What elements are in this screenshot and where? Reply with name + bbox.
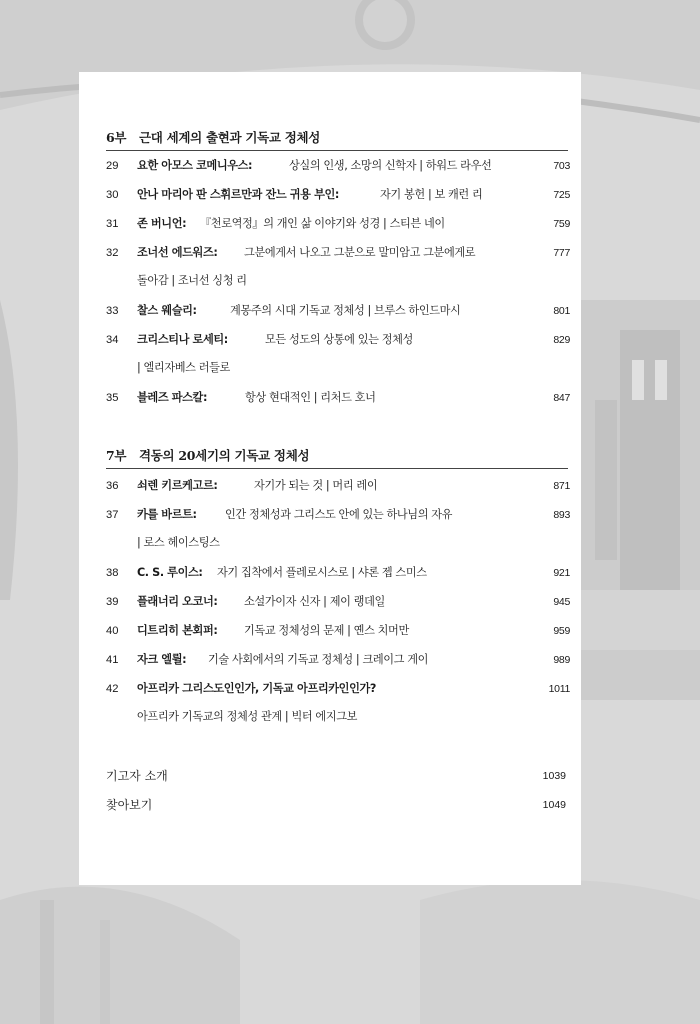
chapter-page: 777	[553, 247, 570, 259]
chapter-subtitle-continued: | 로스 헤이스팅스	[137, 536, 220, 549]
chapter-page: 1011	[548, 683, 570, 695]
chapter-subtitle: 자기 봉헌 | 보 캐런 리	[380, 188, 483, 201]
backmatter-index	[106, 797, 566, 813]
backmatter-contributors	[106, 768, 566, 784]
chapter-number: 39	[106, 596, 119, 608]
part-7-number: 7부	[106, 448, 127, 463]
chapter-page: 945	[553, 596, 570, 608]
backmatter-page: 1049	[542, 799, 566, 811]
part-7-heading	[106, 446, 568, 469]
chapter-page: 829	[553, 334, 570, 346]
chapter-page: 959	[553, 625, 570, 637]
chapter-subject: C. S. 루이스:	[137, 566, 203, 579]
chapter-number: 34	[106, 334, 119, 346]
chapter-subtitle: 상실의 인생, 소망의 신학자 | 하워드 라우선	[289, 159, 492, 172]
backmatter-label: 기고자 소개	[106, 769, 168, 783]
chapter-subject: 자크 엘륄:	[137, 653, 187, 666]
toc-page	[79, 72, 581, 885]
chapter-subtitle-continued: 돌아감 | 조너선 싱청 리	[137, 274, 247, 287]
chapter-subtitle-continued: | 엘리자베스 러들로	[137, 361, 230, 374]
part-6-title: 근대 세계의 출현과 기독교 정체성	[139, 130, 321, 145]
chapter-page: 893	[553, 509, 570, 521]
chapter-subject: 크리스티나 로세티:	[137, 333, 228, 346]
chapter-subtitle: 계몽주의 시대 기독교 정체성 | 브루스 하인드마시	[230, 304, 461, 317]
chapter-page: 847	[553, 392, 570, 404]
chapter-subject: 안나 마리아 판 스휘르만과 잔느 귀용 부인:	[137, 188, 339, 201]
chapter-page: 725	[553, 189, 570, 201]
chapter-subtitle: 항상 현대적인 | 리처드 호너	[245, 391, 376, 404]
backmatter-label: 찾아보기	[106, 798, 153, 812]
chapter-subtitle: 소설가이자 신자 | 제이 랭데일	[244, 595, 385, 608]
chapter-page: 989	[553, 654, 570, 666]
backmatter-page: 1039	[542, 770, 566, 782]
chapter-subtitle: 자기가 되는 것 | 머리 레이	[254, 479, 378, 492]
chapter-number: 36	[106, 480, 119, 492]
chapter-number: 35	[106, 392, 119, 404]
chapter-page: 921	[553, 567, 570, 579]
chapter-subtitle: 인간 정체성과 그리스도 안에 있는 하나님의 자유	[225, 508, 453, 521]
chapter-subject: 요한 아모스 코메니우스:	[137, 159, 253, 172]
chapter-page: 759	[553, 218, 570, 230]
chapter-subtitle-continued: 아프리카 기독교의 정체성 관계 | 빅터 에지그보	[137, 710, 358, 723]
chapter-number: 31	[106, 218, 119, 230]
chapter-subject: 카를 바르트:	[137, 508, 197, 521]
chapter-number: 32	[106, 247, 119, 259]
chapter-subject: 존 버니언:	[137, 217, 187, 230]
chapter-subtitle: 자기 집착에서 플레로시스로 | 샤론 젭 스미스	[217, 566, 427, 579]
chapter-subject: 아프리카 그리스도인인가, 기독교 아프리카인인가?	[137, 682, 376, 695]
chapter-subtitle: 그분에게서 나오고 그분으로 말미암고 그분에게로	[244, 246, 476, 259]
chapter-number: 40	[106, 625, 119, 637]
chapter-page: 703	[553, 160, 570, 172]
chapter-number: 41	[106, 654, 119, 666]
part-6-number: 6부	[106, 130, 127, 145]
chapter-page: 801	[553, 305, 570, 317]
chapter-subtitle: 『천로역정』의 개인 삶 이야기와 성경 | 스티븐 네이	[200, 217, 445, 230]
chapter-number: 37	[106, 509, 119, 521]
chapter-subject: 블레즈 파스칼:	[137, 391, 208, 404]
chapter-number: 38	[106, 567, 119, 579]
part-7-title: 격동의 20세기의 기독교 정체성	[139, 448, 310, 463]
chapter-number: 30	[106, 189, 119, 201]
chapter-subtitle: 기독교 정체성의 문제 | 옌스 치머만	[244, 624, 409, 637]
chapter-subject: 찰스 웨슬리:	[137, 304, 197, 317]
chapter-subtitle: 기술 사회에서의 기독교 정체성 | 크레이그 게이	[208, 653, 429, 666]
chapter-page: 871	[553, 480, 570, 492]
chapter-subject: 플래너리 오코너:	[137, 595, 218, 608]
chapter-number: 33	[106, 305, 119, 317]
chapter-subject: 쇠렌 키르케고르:	[137, 479, 218, 492]
chapter-subtitle: 모든 성도의 상통에 있는 정체성	[265, 333, 413, 346]
chapter-subject: 조너선 에드워즈:	[137, 246, 218, 259]
chapter-subject: 디트리히 본회퍼:	[137, 624, 218, 637]
chapter-number: 29	[106, 160, 119, 172]
chapter-number: 42	[106, 683, 119, 695]
part-6-heading	[106, 128, 568, 151]
